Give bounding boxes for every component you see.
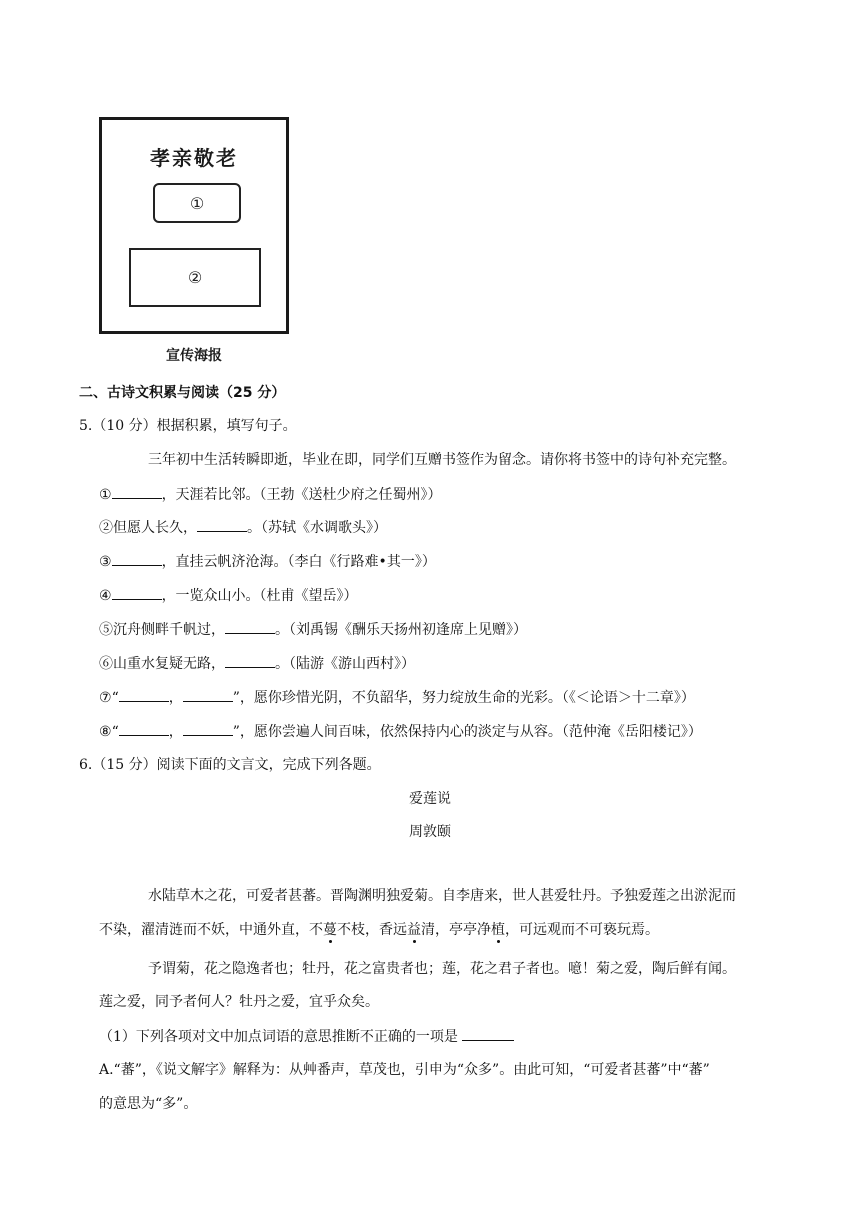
- q5-stem: 5.（10 分）根据积累，填写句子。: [79, 418, 297, 434]
- dotted-word: 植: [491, 922, 505, 938]
- option-a-line1: A.“蕃”，《说文解字》解释为：从艸番声，草茂也，引申为“众多”。由此可知，“可爱者甚蕃”中“蕃”: [99, 1062, 710, 1078]
- passage-text: 不枝，香远: [337, 922, 407, 938]
- passage-p1-line2: [99, 920, 659, 940]
- q5-item-7: [99, 687, 695, 708]
- answer-blank[interactable]: [112, 585, 162, 600]
- q5-item-3: [99, 551, 436, 572]
- comma: ，: [168, 690, 183, 706]
- q5-item-5: [99, 619, 527, 640]
- answer-blank[interactable]: [119, 687, 169, 702]
- item-number: ⑥: [99, 656, 113, 672]
- item-text: 。（刘禹锡《酬乐天扬州初逢席上见赠》）: [275, 622, 527, 638]
- q5-intro: 三年初中生活转瞬即逝，毕业在即，同学们互赠书签作为留念。请你将书签中的诗句补充完整。: [148, 452, 736, 468]
- answer-blank[interactable]: [225, 653, 275, 668]
- answer-blank[interactable]: [112, 484, 162, 499]
- answer-blank[interactable]: [225, 619, 275, 634]
- item-text: 但愿人长久，: [113, 520, 197, 536]
- item-number: ①: [99, 487, 112, 503]
- q5-item-4: [99, 585, 358, 606]
- poster-title: 孝亲敬老: [150, 146, 238, 170]
- passage-p2-line1: 予谓菊，花之隐逸者也；牡丹，花之富贵者也；莲，花之君子者也。噫！菊之爱，陶后鲜有闻。: [148, 961, 736, 977]
- passage-text: ，可远观而不可亵玩焉。: [505, 922, 659, 938]
- item-number: ⑦: [99, 690, 112, 706]
- item-number: ②: [99, 520, 113, 536]
- q5-item-6: [99, 653, 415, 674]
- answer-blank[interactable]: [462, 1026, 514, 1041]
- item-text: 山重水复疑无路，: [113, 656, 225, 672]
- poster-caption: 宣传海报: [166, 348, 222, 364]
- item-text: 。（苏轼《水调歌头》）: [247, 520, 387, 536]
- item-number: ③: [99, 554, 112, 570]
- passage-author: 周敦颐: [409, 824, 451, 840]
- q6-stem: 6.（15 分）阅读下面的文言文，完成下列各题。: [79, 757, 381, 773]
- item-number: ⑧: [99, 724, 112, 740]
- option-a-line2: 的意思为“多”。: [99, 1096, 198, 1112]
- poster-box-1: [153, 183, 241, 223]
- quote-close: ”: [232, 724, 240, 740]
- answer-blank[interactable]: [119, 721, 169, 736]
- section-heading: 二、古诗文积累与阅读（25 分）: [79, 385, 286, 401]
- answer-blank[interactable]: [183, 721, 233, 736]
- passage-p2-line2: 莲之爱，同予者何人？牡丹之爱，宜乎众矣。: [99, 994, 379, 1010]
- item-number: ⑤: [99, 622, 113, 638]
- answer-blank[interactable]: [183, 687, 233, 702]
- q5-item-1: [99, 484, 442, 505]
- item-text: 。（陆游《游山西村》）: [275, 656, 415, 672]
- item-text: ，天涯若比邻。（王勃《送杜少府之任蜀州》）: [161, 487, 442, 503]
- q5-item-2: [99, 517, 387, 538]
- comma: ，: [168, 724, 183, 740]
- quote-close: ”: [232, 690, 240, 706]
- quote-open: “: [111, 724, 119, 740]
- passage-p1-line1: 水陆草木之花，可爱者甚蕃。晋陶渊明独爱菊。自李唐来，世人甚爱牡丹。予独爱莲之出淤泥而: [148, 888, 736, 904]
- poster-box-2: [129, 248, 261, 307]
- passage-title: 爱莲说: [409, 791, 451, 807]
- item-text: ，愿你珍惜光阴，不负韶华，努力绽放生命的光彩。（《＜论语＞十二章》）: [239, 690, 695, 706]
- item-text: ，愿你尝遍人间百味，依然保持内心的淡定与从容。（范仲淹《岳阳楼记》）: [239, 724, 702, 740]
- poster-box-2-label: ②: [187, 268, 203, 287]
- dotted-word: 益: [407, 922, 421, 938]
- answer-blank[interactable]: [197, 517, 247, 532]
- poster-box-1-label: ①: [189, 193, 205, 213]
- q5-item-8: [99, 721, 702, 742]
- passage-text: 清，亭亭净: [421, 922, 491, 938]
- answer-blank[interactable]: [112, 551, 162, 566]
- item-text: ，一览众山小。（杜甫《望岳》）: [161, 588, 358, 604]
- item-text: ，直挂云帆济沧海。（李白《行路难•其一》）: [161, 554, 436, 570]
- q6-sub1: [99, 1026, 514, 1047]
- item-text: 沉舟侧畔千帆过，: [113, 622, 225, 638]
- poster-figure: [99, 117, 289, 334]
- item-number: ④: [99, 588, 112, 604]
- quote-open: “: [111, 690, 119, 706]
- sub-question-text: （1）下列各项对文中加点词语的意思推断不正确的一项是: [99, 1029, 458, 1045]
- passage-text: 不染，濯清涟而不妖，中通外直，不: [99, 922, 323, 938]
- dotted-word: 蔓: [323, 922, 337, 938]
